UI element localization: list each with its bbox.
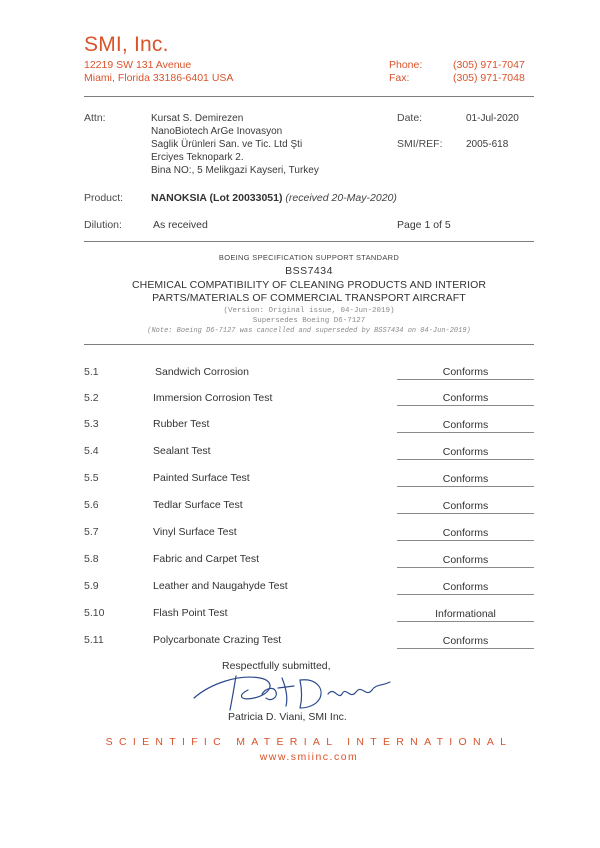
- footer-website: www.smiinc.com: [259, 751, 359, 763]
- test-result: Conforms: [397, 366, 534, 380]
- test-name: Rubber Test: [153, 418, 210, 430]
- test-result: Conforms: [397, 554, 534, 568]
- product-label: Product:: [84, 192, 124, 204]
- test-number: 5.4: [84, 445, 99, 457]
- dilution-label: Dilution:: [84, 219, 122, 231]
- phone-label: Phone:: [389, 59, 423, 71]
- product-received: (received 20-May-2020): [285, 192, 397, 204]
- test-number: 5.2: [84, 392, 99, 404]
- spec-divider-bottom: [84, 344, 534, 345]
- attn-line: Bina NO:, 5 Melikgazi Kayseri, Turkey: [151, 165, 319, 176]
- test-name: Flash Point Test: [153, 607, 228, 619]
- attn-label: Attn:: [84, 112, 106, 124]
- test-number: 5.6: [84, 499, 99, 511]
- test-name: Immersion Corrosion Test: [153, 392, 273, 404]
- footer-brand: SCIENTIFIC MATERIAL INTERNATIONAL: [105, 736, 513, 748]
- page-number: Page 1 of 5: [397, 219, 451, 231]
- test-name: Fabric and Carpet Test: [153, 553, 260, 565]
- fax-label: Fax:: [389, 72, 410, 84]
- product-line: [151, 192, 397, 204]
- test-number: 5.3: [84, 418, 99, 430]
- test-name: Sealant Test: [153, 445, 211, 457]
- attn-line: Erciyes Teknopark 2.: [151, 152, 244, 163]
- test-number: 5.10: [84, 607, 105, 619]
- spec-title-line-1: CHEMICAL COMPATIBILITY OF CLEANING PRODUCTS AND INTERIOR: [131, 279, 487, 291]
- product-name: NANOKSIA (Lot 20033051): [151, 192, 283, 204]
- date-value: 01-Jul-2020: [466, 113, 519, 124]
- spec-version: (Version: Original issue, 04-Jun-2019): [223, 307, 395, 315]
- test-number: 5.5: [84, 472, 99, 484]
- spec-title-line-2: PARTS/MATERIALS OF COMMERCIAL TRANSPORT AIRCRAFT: [152, 292, 466, 304]
- test-name: Polycarbonate Crazing Test: [153, 634, 282, 646]
- spec-supersedes: Supersedes Boeing D6-7127: [252, 317, 366, 325]
- test-name: Leather and Naugahyde Test: [153, 580, 288, 592]
- test-name: Tedlar Surface Test: [153, 499, 243, 511]
- address-line-2: Miami, Florida 33186-6401 USA: [84, 72, 234, 84]
- test-name: Painted Surface Test: [153, 472, 250, 484]
- attn-line: Saglik Ürünleri San. ve Tic. Ltd Şti: [151, 139, 303, 150]
- test-number: 5.8: [84, 553, 99, 565]
- spec-heading: BOEING SPECIFICATION SUPPORT STANDARD: [218, 253, 400, 262]
- fax-value: (305) 971-7048: [453, 72, 525, 84]
- date-label: Date:: [397, 112, 423, 124]
- ref-value: 2005-618: [466, 139, 509, 150]
- signatory-name: Patricia D. Viani, SMI Inc.: [228, 711, 347, 723]
- dilution-value: As received: [153, 219, 208, 231]
- test-number: 5.7: [84, 526, 99, 538]
- company-logo-text: SMI, Inc.: [84, 33, 169, 56]
- test-result: Conforms: [397, 635, 534, 649]
- spec-code: BSS7434: [285, 265, 333, 277]
- test-number: 5.11: [84, 634, 104, 646]
- attn-line: Kursat S. Demirezen: [151, 113, 244, 124]
- test-result: Conforms: [397, 392, 534, 406]
- test-result: Conforms: [397, 473, 534, 487]
- test-result: Conforms: [397, 527, 534, 541]
- test-name: Sandwich Corrosion: [155, 366, 249, 378]
- attn-address: [151, 112, 319, 177]
- spec-note: (Note: Boeing D6-7127 was cancelled and superseded by BSS7434 on 04-Jun-2019): [147, 327, 471, 335]
- attn-line: NanoBiotech ArGe Inovasyon: [151, 126, 283, 137]
- test-name: Vinyl Surface Test: [153, 526, 237, 538]
- test-number: 5.1: [84, 366, 99, 378]
- phone-value: (305) 971-7047: [453, 59, 525, 71]
- test-result: Conforms: [397, 419, 534, 433]
- address-line-1: 12219 SW 131 Avenue: [84, 59, 192, 71]
- test-result: Conforms: [397, 581, 534, 595]
- ref-label: SMI/REF:: [397, 138, 443, 150]
- spec-divider-top: [84, 241, 534, 242]
- test-result: Conforms: [397, 446, 534, 460]
- test-result: Informational: [397, 608, 534, 622]
- header-divider: [84, 96, 534, 97]
- test-result: Conforms: [397, 500, 534, 514]
- test-number: 5.9: [84, 580, 99, 592]
- closing-text: Respectfully submitted,: [222, 660, 331, 672]
